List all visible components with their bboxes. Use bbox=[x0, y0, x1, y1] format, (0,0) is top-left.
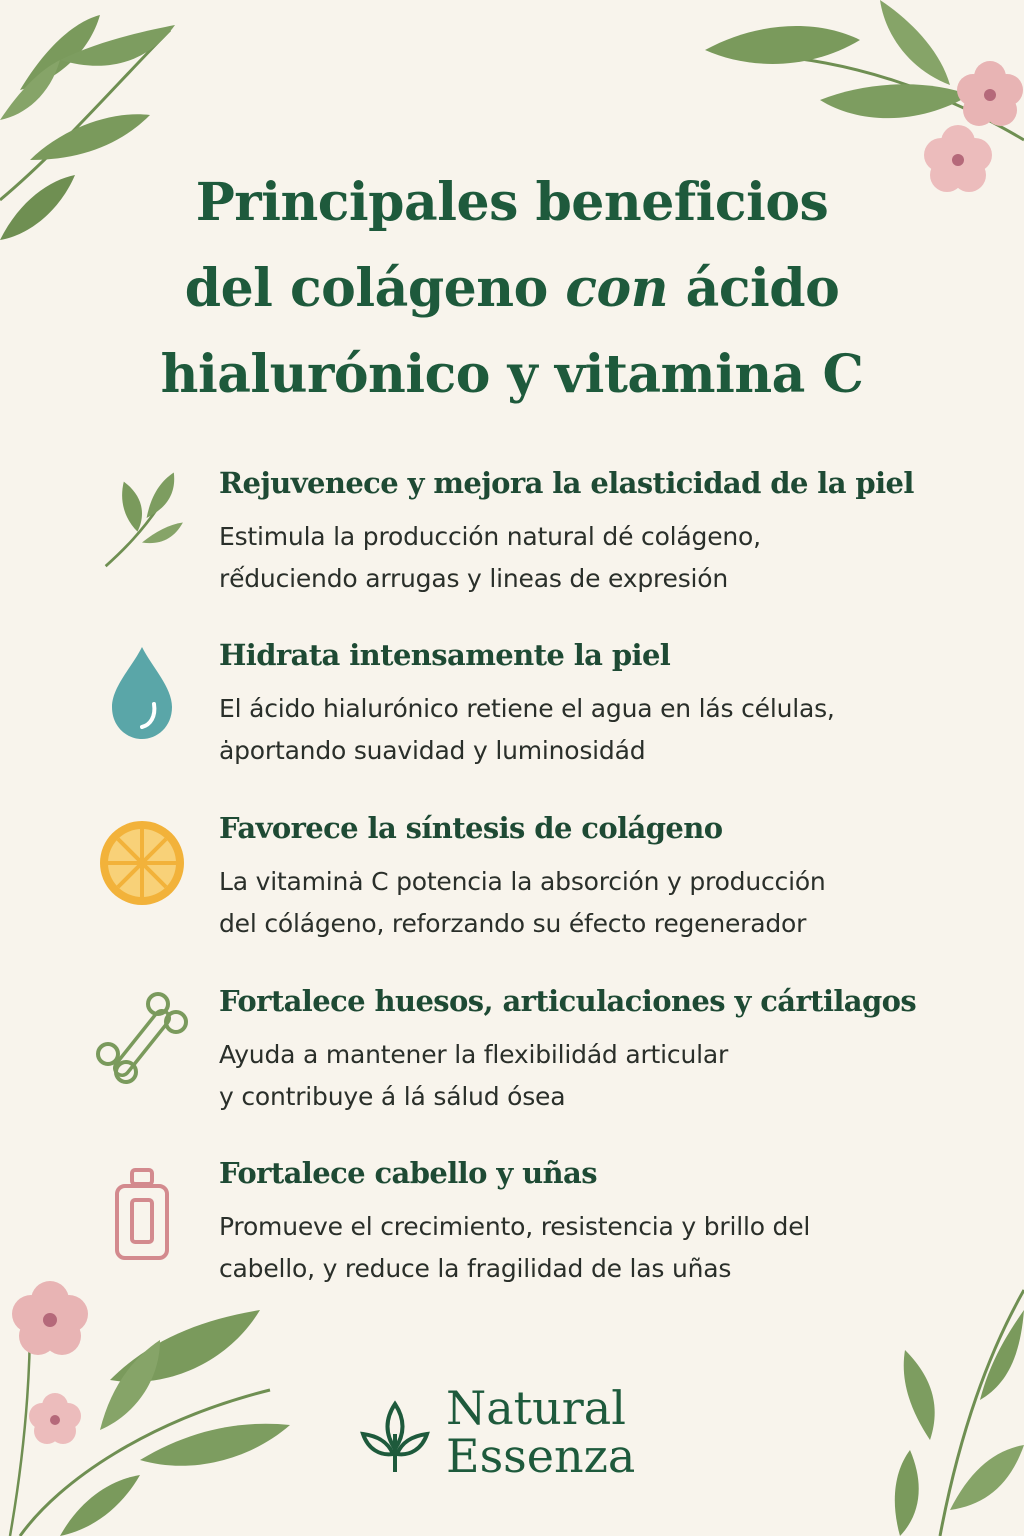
title-line-2-suffix: ácido bbox=[668, 258, 840, 319]
citrus-slice-icon bbox=[92, 813, 192, 913]
benefit-description-line-2: ȧportando suavidad y luminosidád bbox=[219, 736, 646, 765]
benefit-item-hair-nails bbox=[0, 1152, 1024, 1312]
benefit-description-line-2: y contribuye á lá sálud ósea bbox=[219, 1082, 566, 1111]
benefit-description-line-1: La vitaminȧ C potencia la absorción y producción bbox=[219, 867, 826, 896]
benefit-item-hydration bbox=[0, 634, 1024, 794]
brand-name-line-2: Essenza bbox=[446, 1429, 636, 1483]
title-line-2-prefix: del colágeno bbox=[184, 258, 566, 319]
benefit-heading: Favorece la síntesis de colágeno bbox=[219, 811, 723, 845]
water-drop-icon bbox=[92, 642, 192, 742]
benefit-description-line-1: Estimula la producción natural dé colágeno, bbox=[219, 522, 761, 551]
title-line-2 bbox=[0, 246, 1024, 332]
bottle-icon bbox=[92, 1162, 192, 1262]
title-line-2-emphasis: con bbox=[565, 258, 669, 319]
bone-icon bbox=[92, 988, 192, 1088]
benefit-description-line-2: rếduciendo arrugas y lineas de expresión bbox=[219, 564, 729, 593]
benefit-description bbox=[219, 688, 835, 772]
brand-name-line-1: Natural bbox=[446, 1381, 626, 1435]
title-line-3: hialurónico y vitamina C bbox=[160, 344, 864, 405]
benefit-description bbox=[219, 1206, 810, 1290]
benefit-description bbox=[219, 861, 826, 945]
benefit-description bbox=[219, 516, 761, 600]
benefit-item-elasticity bbox=[0, 462, 1024, 622]
title-line-1: Principales beneficios bbox=[195, 172, 829, 233]
page-title bbox=[0, 160, 1024, 418]
brand-logo bbox=[360, 1381, 680, 1494]
benefit-heading: Hidrata intensamente la piel bbox=[219, 638, 671, 672]
leaf-icon bbox=[92, 468, 192, 568]
benefit-description-line-1: Promueve el crecimiento, resistencia y brillo del bbox=[219, 1212, 811, 1241]
sprout-logo-icon bbox=[360, 1394, 430, 1474]
benefit-heading: Rejuvenece y mejora la elasticidad de la piel bbox=[219, 466, 914, 500]
benefit-description-line-2: del cólágeno, reforzando su éfecto regenerador bbox=[219, 909, 807, 938]
benefit-item-collagen-synthesis bbox=[0, 807, 1024, 967]
benefit-heading: Fortalece cabello y uñas bbox=[219, 1156, 597, 1190]
benefit-description-line-2: cabello, y reduce la fragilidad de las uñas bbox=[219, 1254, 732, 1283]
benefit-item-bones-joints bbox=[0, 980, 1024, 1140]
benefit-description bbox=[219, 1034, 728, 1118]
brand-wordmark bbox=[446, 1381, 636, 1483]
benefit-description-line-1: Ayuda a mantener la flexibilidád articular bbox=[219, 1040, 729, 1069]
benefit-description-line-1: El ácido hialurónico retiene el agua en lás células, bbox=[219, 694, 835, 723]
bottom-left-floral-decoration bbox=[0, 1280, 300, 1536]
benefit-heading: Fortalece huesos, articulaciones y cártilagos bbox=[219, 984, 917, 1018]
